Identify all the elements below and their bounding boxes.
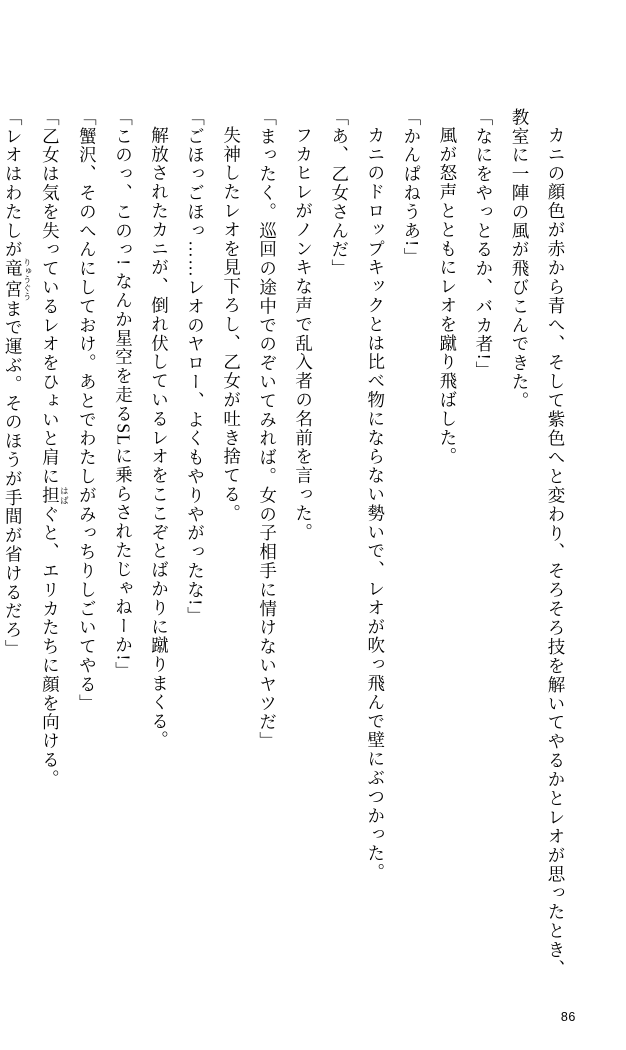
ruby-reading: はば — [59, 486, 70, 505]
paragraph: フカヒレがノンキな声で乱入者の名前を言った。 — [293, 125, 314, 542]
paragraph: 「なにをやっとるか、バカ者!」 — [473, 108, 494, 380]
paragraph: 解放されたカニが、倒れ伏しているレオをここぞとばかりに蹴りまくる。 — [149, 125, 170, 750]
ruby-text: 竜宮 りゅうぐう — [3, 258, 33, 301]
page-number: 86 — [560, 1010, 576, 1024]
paragraph: 「かんぱねうあ!」 — [401, 108, 422, 267]
paragraph: 失神したレオを見下ろし、乙女が吐き捨てる。 — [221, 125, 242, 523]
paragraph: 「あ、乙女さんだ」 — [329, 108, 350, 279]
paragraph: 「このっ、このっ! なんか星空を走るSLに乗らされたじゃねーか!」 — [113, 108, 134, 681]
vertical-text-body — [3, 108, 574, 978]
paragraph: カニの顔色が赤から青へ、そして紫色へと変わり、そろそろ技を解いてやるかとレオが思ったとき、教室に一陣の風が飛びこんできた。 — [509, 108, 566, 978]
ruby-text: 担 はば — [40, 486, 70, 505]
ruby-reading: りゅうぐう — [22, 258, 33, 301]
paragraph: 「蟹沢、そのへんにしておけ。あとでわたしがみっちりしごいてやる」 — [77, 108, 98, 713]
paragraph: 「まったく。巡回の途中でのぞいてみれば。女の子相手に情けないヤツだ」 — [257, 108, 278, 751]
paragraph: 「ごほっごほっ……レオのヤロー、よくもやりやがったな!」 — [185, 108, 206, 626]
paragraph: 「乙女は気を失っているレオをひょいと肩に担 はばぐと、エリカたちに顔を向ける。 — [40, 108, 70, 789]
paragraph: 風が怒声とともにレオを蹴り飛ばした。 — [437, 125, 458, 466]
paragraph: カニのドロップキックとは比べ物にならない勢いで、レオが吹っ飛んで壁にぶつかった。 — [365, 125, 386, 882]
paragraph: 「レオはわたしが竜宮 りゅうぐうまで運ぶ。そのほうが手間が省けるだろ」 — [3, 108, 33, 659]
